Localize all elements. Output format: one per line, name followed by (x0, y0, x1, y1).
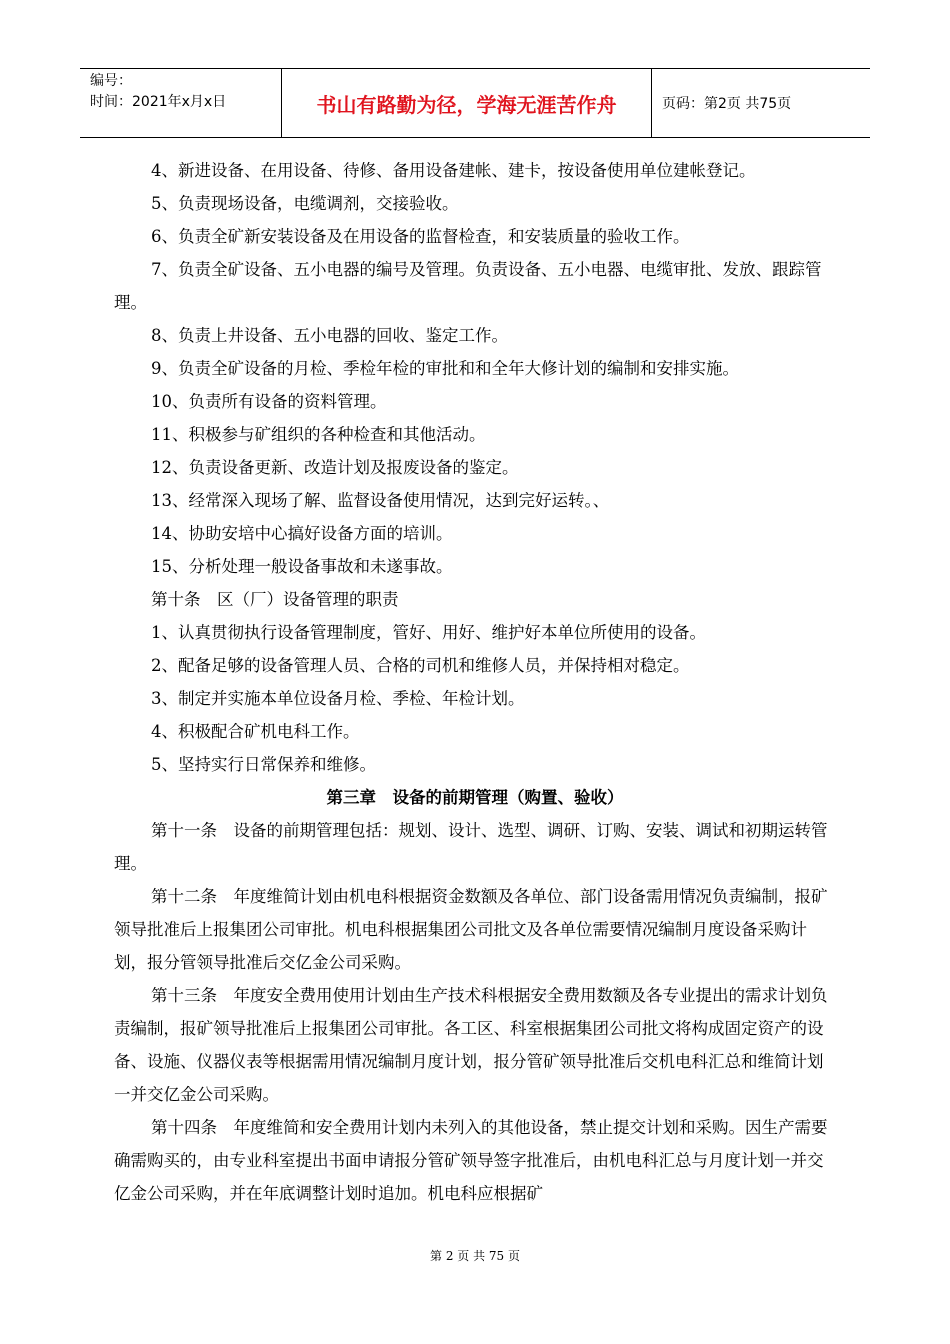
paragraph: 14、协助安培中心搞好设备方面的培训。 (151, 524, 453, 543)
paragraph: 7、负责全矿设备、五小电器的编号及管理。负责设备、五小电器、电缆审批、发放、跟踪管理。 (114, 260, 822, 312)
paragraph: 9、负责全矿设备的月检、季检年检的审批和和全年大修计划的编制和安排实施。 (151, 359, 739, 378)
document-number-label: 编号： (90, 73, 132, 89)
paragraph: 10、负责所有设备的资料管理。 (151, 392, 387, 411)
paragraph: 1、认真贯彻执行设备管理制度，管好、用好、维护好本单位所使用的设备。 (151, 623, 706, 642)
document-time-label: 时间：2021年x月x日 (90, 94, 227, 110)
paragraph: 15、分析处理一般设备事故和未遂事故。 (151, 557, 453, 576)
paragraph: 12、负责设备更新、改造计划及报废设备的鉴定。 (151, 458, 519, 477)
paragraph: 3、制定并实施本单位设备月检、季检、年检计划。 (151, 689, 525, 708)
paragraph: 4、新进设备、在用设备、待修、备用设备建帐、建卡，按设备使用单位建帐登记。 (151, 161, 756, 180)
paragraph: 第十三条 年度安全费用使用计划由生产技术科根据安全费用数额及各专业提出的需求计划负责编制，报矿领导批准后上报集团公司审批。各工区、科室根据集团公司批文将构成固定资产的设备、设施、仪器仪表等根据需用情况编制月度计划，报分管矿领导批准后交机电科汇总和维简计划一并交亿金公司采购。 (114, 986, 828, 1104)
paragraph: 4、积极配合矿机电科工作。 (151, 722, 360, 741)
page-footer: 第 2 页 共 75 页 (430, 1249, 520, 1263)
page-header (80, 68, 870, 138)
paragraph: 第十四条 年度维简和安全费用计划内未列入的其他设备，禁止提交计划和采购。因生产需要确需购买的，由专业科室提出书面申请报分管矿领导签字批准后，由机电科汇总与月度计划一并交亿金公司采购，并在年底调整计划时追加。机电科应根据矿 (114, 1118, 828, 1203)
paragraph: 第十条 区（厂）设备管理的职责 (151, 590, 399, 609)
paragraph: 8、负责上井设备、五小电器的回收、鉴定工作。 (151, 326, 508, 345)
chapter-heading: 第三章 设备的前期管理（购置、验收） (326, 788, 624, 807)
header-page-info: 页码：第2页 共75页 (662, 96, 792, 112)
paragraph: 5、负责现场设备，电缆调剂，交接验收。 (151, 194, 459, 213)
paragraph: 6、负责全矿新安装设备及在用设备的监督检查，和安装质量的验收工作。 (151, 227, 690, 246)
header-motto: 书山有路勤为径，学海无涯苦作舟 (282, 69, 652, 137)
paragraph: 2、配备足够的设备管理人员、合格的司机和维修人员，并保持相对稳定。 (151, 656, 690, 675)
document-body (114, 154, 836, 1210)
paragraph: 11、积极参与矿组织的各种检查和其他活动。 (151, 425, 486, 444)
paragraph: 第十一条 设备的前期管理包括：规划、设计、选型、调研、订购、安装、调试和初期运转管理。 (114, 821, 828, 873)
paragraph: 13、经常深入现场了解、监督设备使用情况，达到完好运转。、 (151, 491, 610, 510)
header-left-cell (80, 69, 282, 137)
paragraph: 第十二条 年度维简计划由机电科根据资金数额及各单位、部门设备需用情况负责编制，报矿领导批准后上报集团公司审批。机电科根据集团公司批文及各单位需要情况编制月度设备采购计划，报分管领导批准后交亿金公司采购。 (114, 887, 828, 972)
paragraph: 5、坚持实行日常保养和维修。 (151, 755, 376, 774)
